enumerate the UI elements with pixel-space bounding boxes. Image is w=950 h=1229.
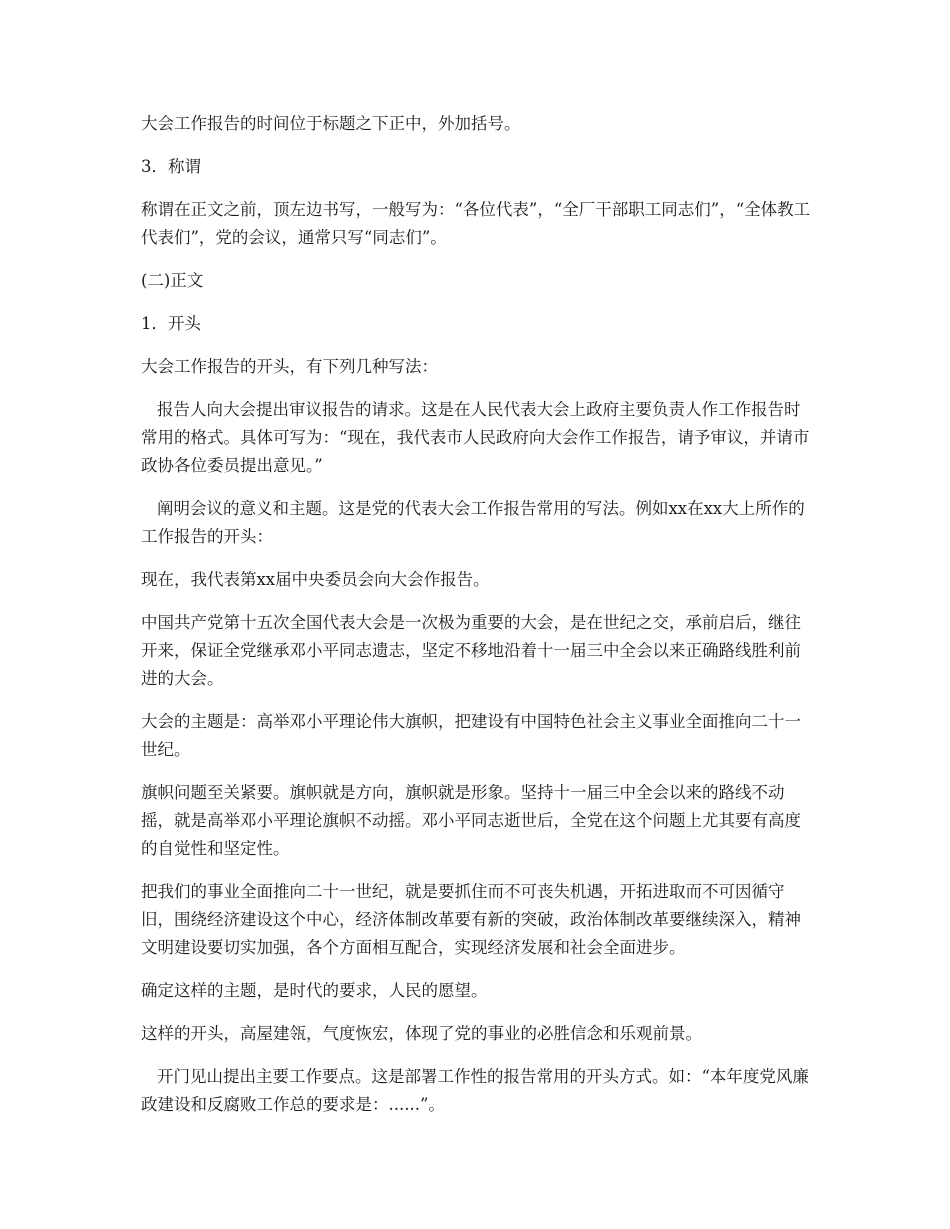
paragraph-quote-report: 现在，我代表第xx届中央委员会向大会作报告。 — [141, 570, 490, 589]
heading-salutation: 3．称谓 — [141, 157, 201, 176]
paragraph-direct-points: 开门见山提出主要工作要点。这是部署工作性的报告常用的开头方式。如：“本年度党风廉政建设和反腐败工作总的要求是：......”。 — [141, 1067, 809, 1114]
paragraph-quote-theme: 大会的主题是：高举邓小平理论伟大旗帜，把建设有中国特色社会主义事业全面推向二十一世纪。 — [141, 712, 801, 759]
document-body — [141, 110, 811, 1134]
paragraph-quote-congress: 中国共产党第十五次全国代表大会是一次极为重要的大会，是在世纪之交，承前启后，继往开来，保证全党继承邓小平同志遗志，坚定不移地沿着十一届三中全会以来正确路线胜利前进的大会。 — [141, 613, 801, 688]
paragraph-meeting-significance: 阐明会议的意义和主题。这是党的代表大会工作报告常用的写法。例如xx在xx大上所作的工作报告的开头： — [141, 499, 805, 546]
paragraph-review-request: 报告人向大会提出审议报告的请求。这是在人民代表大会上政府主要负责人作工作报告时常用的格式。具体可写为：“现在，我代表市人民政府向大会作工作报告，请予审议，并请市政协各位委员提出意见。” — [141, 400, 810, 475]
paragraph-quote-banner: 旗帜问题至关紧要。旗帜就是方向，旗帜就是形象。坚持十一届三中全会以来的路线不动摇，就是高举邓小平理论旗帜不动摇。邓小平同志逝世后，全党在这个问题上尤其要有高度的自觉性和坚定性。 — [141, 783, 801, 858]
paragraph-opening-comment: 这样的开头，高屋建瓴，气度恢宏，体现了党的事业的必胜信念和乐观前景。 — [141, 1024, 702, 1043]
paragraph-salutation: 称谓在正文之前，顶左边书写，一般写为：“各位代表”，“全厂干部职工同志们”，“全体教工代表们”，党的会议，通常只写“同志们”。 — [141, 200, 811, 247]
paragraph-quote-century: 把我们的事业全面推向二十一世纪，就是要抓住而不可丧失机遇，开拓进取而不可因循守旧，围绕经济建设这个中心，经济体制改革要有新的突破，政治体制改革要继续深入，精神文明建设要切实加强，各个方面相互配合，实现经济发展和社会全面进步。 — [141, 882, 801, 957]
paragraph-opening-methods: 大会工作报告的开头，有下列几种写法： — [141, 357, 438, 376]
paragraph-report-date-position: 大会工作报告的时间位于标题之下正中，外加括号。 — [141, 114, 521, 133]
heading-opening: 1．开头 — [141, 314, 201, 333]
paragraph-quote-era: 确定这样的主题，是时代的要求，人民的愿望。 — [141, 981, 488, 1000]
heading-body-text: (二)正文 — [141, 271, 204, 290]
